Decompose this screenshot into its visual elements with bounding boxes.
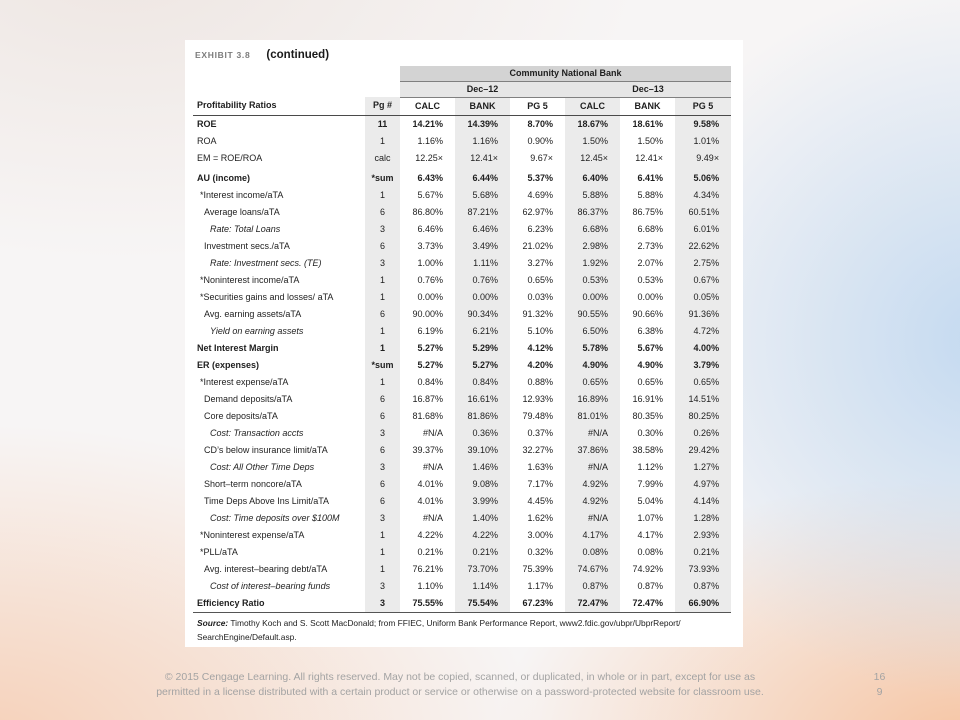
value-cell: 79.48%: [522, 410, 553, 421]
value-cell: 0.76%: [455, 272, 510, 289]
exhibit-card: [185, 40, 743, 647]
value-cell: 5.27%: [455, 357, 510, 374]
column-header-bank: BANK: [620, 97, 675, 115]
value-cell: 73.93%: [675, 561, 731, 578]
table-row: [193, 425, 731, 442]
value-cell: 0.87%: [565, 578, 620, 595]
column-header-bank: BANK: [455, 97, 510, 115]
page-ref: 1: [365, 340, 400, 357]
value-cell: 1.12%: [637, 461, 663, 472]
copyright-notice: [100, 670, 820, 700]
value-cell: 1.46%: [455, 459, 510, 476]
value-cell: 66.90%: [675, 595, 731, 612]
value-cell: 0.53%: [637, 274, 663, 285]
row-label: AU (income): [197, 172, 251, 183]
value-cell: 5.88%: [637, 189, 663, 200]
value-cell: 37.86%: [565, 442, 620, 459]
value-cell: 91.32%: [522, 308, 553, 319]
value-cell: 74.67%: [565, 561, 620, 578]
group-header-bank: Community National Bank: [400, 66, 731, 81]
table-row: [193, 187, 731, 204]
value-cell: 0.65%: [565, 374, 620, 391]
value-cell: 4.90%: [565, 357, 620, 374]
value-cell: 4.92%: [565, 476, 620, 493]
table-row: [193, 115, 731, 133]
value-cell: 4.34%: [675, 187, 731, 204]
value-cell: 7.17%: [527, 478, 553, 489]
row-label: Demand deposits/aTA: [204, 393, 293, 404]
value-cell: 0.30%: [637, 427, 663, 438]
value-cell: 0.88%: [527, 376, 553, 387]
value-cell: 1.63%: [527, 461, 553, 472]
row-label: Yield on earning assets: [210, 325, 304, 336]
value-cell: 0.00%: [637, 291, 663, 302]
value-cell: 39.10%: [455, 442, 510, 459]
row-label: Net Interest Margin: [197, 342, 279, 353]
value-cell: 80.25%: [675, 408, 731, 425]
value-cell: 4.20%: [527, 359, 553, 370]
page-ref: 6: [365, 306, 400, 323]
source-line-1: [197, 616, 681, 630]
value-cell: 1.17%: [527, 580, 553, 591]
value-cell: 0.76%: [417, 274, 443, 285]
value-cell: 1.50%: [565, 133, 620, 150]
table-row: [193, 167, 731, 187]
value-cell: 1.62%: [527, 512, 553, 523]
row-label: ROA: [197, 135, 217, 146]
table-row: [193, 357, 731, 374]
value-cell: 90.55%: [565, 306, 620, 323]
table-row: [193, 133, 731, 150]
value-cell: #N/A: [565, 425, 620, 442]
value-cell: 4.17%: [637, 529, 663, 540]
table-row: [193, 527, 731, 544]
value-cell: 5.27%: [417, 342, 443, 353]
table-row: [193, 221, 731, 238]
page-ref: 6: [365, 408, 400, 425]
value-cell: 4.72%: [675, 323, 731, 340]
row-label: Cost: Transaction accts: [210, 427, 304, 438]
value-cell: 0.00%: [417, 291, 443, 302]
value-cell: 5.78%: [565, 340, 620, 357]
value-cell: 3.49%: [455, 238, 510, 255]
header-row-columns: [193, 97, 731, 115]
row-label: Average loans/aTA: [204, 206, 280, 217]
value-cell: 0.05%: [675, 289, 731, 306]
value-cell: 0.90%: [527, 135, 553, 146]
value-cell: 0.65%: [527, 274, 553, 285]
value-cell: 7.99%: [637, 478, 663, 489]
value-cell: 6.43%: [417, 172, 443, 183]
value-cell: 6.38%: [637, 325, 663, 336]
header-spacer: [193, 66, 400, 81]
value-cell: 1.40%: [455, 510, 510, 527]
table-row: [193, 476, 731, 493]
value-cell: 12.41×: [635, 152, 663, 163]
exhibit-number: EXHIBIT 3.8: [195, 50, 251, 60]
value-cell: 0.65%: [675, 374, 731, 391]
page-ref: calc: [365, 150, 400, 167]
value-cell: 90.00%: [412, 308, 443, 319]
value-cell: 1.14%: [455, 578, 510, 595]
value-cell: 0.36%: [455, 425, 510, 442]
row-label: Core deposits/aTA: [204, 410, 278, 421]
page-ref: 6: [365, 476, 400, 493]
table-row: [193, 510, 731, 527]
table-row: [193, 561, 731, 578]
row-label: ER (expenses): [197, 359, 260, 370]
value-cell: 86.37%: [565, 204, 620, 221]
page-ref: 3: [365, 510, 400, 527]
value-cell: 0.00%: [565, 289, 620, 306]
value-cell: 72.47%: [632, 597, 663, 608]
copyright-line-1: © 2015 Cengage Learning. All rights reserved. May not be copied, scanned, or duplicated, in whole or in part, except for use as: [164, 671, 756, 683]
value-cell: 2.98%: [565, 238, 620, 255]
page-ref: 1: [365, 272, 400, 289]
value-cell: 14.51%: [675, 391, 731, 408]
value-cell: 1.07%: [637, 512, 663, 523]
source-label: Source:: [197, 618, 229, 628]
page-ref: *sum: [365, 167, 400, 187]
value-cell: 3.79%: [675, 357, 731, 374]
value-cell: 6.50%: [565, 323, 620, 340]
row-label: *Securities gains and losses/ aTA: [200, 291, 334, 302]
value-cell: 4.17%: [565, 527, 620, 544]
row-label: Rate: Investment secs. (TE): [210, 257, 322, 268]
value-cell: 5.67%: [417, 189, 443, 200]
row-label: *Interest income/aTA: [200, 189, 284, 200]
value-cell: 0.87%: [675, 578, 731, 595]
value-cell: 62.97%: [522, 206, 553, 217]
value-cell: 1.27%: [675, 459, 731, 476]
table-row: [193, 306, 731, 323]
row-label: Rate: Total Loans: [210, 223, 281, 234]
value-cell: 12.93%: [522, 393, 553, 404]
source-text: Timothy Koch and S. Scott MacDonald; from FFIEC, Uniform Bank Performance Report, www2.fdic.gov/ubpr/UbprReport/: [230, 618, 681, 628]
page-ref: 1: [365, 133, 400, 150]
value-cell: 4.90%: [637, 359, 663, 370]
page-ref: 1: [365, 374, 400, 391]
value-cell: 6.44%: [455, 167, 510, 187]
value-cell: 0.67%: [675, 272, 731, 289]
page-ref: 3: [365, 595, 400, 612]
value-cell: 81.01%: [565, 408, 620, 425]
value-cell: 6.68%: [565, 221, 620, 238]
table-row: [193, 289, 731, 306]
value-cell: #N/A: [422, 427, 443, 438]
page-ref: 6: [365, 204, 400, 221]
value-cell: 22.62%: [675, 238, 731, 255]
value-cell: 0.00%: [455, 289, 510, 306]
value-cell: 2.93%: [675, 527, 731, 544]
value-cell: 0.84%: [417, 376, 443, 387]
row-label: Avg. interest–bearing debt/aTA: [204, 563, 328, 574]
value-cell: 16.91%: [632, 393, 663, 404]
table-row: [193, 459, 731, 476]
value-cell: 86.75%: [632, 206, 663, 217]
page-ref: 3: [365, 425, 400, 442]
page-ref: 6: [365, 442, 400, 459]
row-label: Time Deps Above Ins Limit/aTA: [204, 495, 330, 506]
value-cell: 1.92%: [565, 255, 620, 272]
table-header: [193, 66, 731, 115]
value-cell: 87.21%: [455, 204, 510, 221]
value-cell: 0.26%: [675, 425, 731, 442]
value-cell: 3.00%: [527, 529, 553, 540]
page-ref: 6: [365, 391, 400, 408]
row-label: EM = ROE/ROA: [197, 152, 263, 163]
value-cell: 91.36%: [675, 306, 731, 323]
value-cell: 9.08%: [455, 476, 510, 493]
table-row: [193, 374, 731, 391]
value-cell: 1.50%: [637, 135, 663, 146]
value-cell: 81.86%: [455, 408, 510, 425]
value-cell: 29.42%: [675, 442, 731, 459]
table-row: [193, 442, 731, 459]
value-cell: 6.21%: [455, 323, 510, 340]
page-ref: 3: [365, 255, 400, 272]
table-row: [193, 391, 731, 408]
value-cell: 6.46%: [455, 221, 510, 238]
value-cell: 76.21%: [412, 563, 443, 574]
value-cell: 0.03%: [527, 291, 553, 302]
value-cell: 4.14%: [675, 493, 731, 510]
table-row: [193, 272, 731, 289]
value-cell: 0.08%: [637, 546, 663, 557]
value-cell: 0.87%: [637, 580, 663, 591]
row-label: *Noninterest income/aTA: [200, 274, 300, 285]
row-label: Efficiency Ratio: [197, 597, 265, 608]
value-cell: 1.11%: [455, 255, 510, 272]
header-spacer: [193, 81, 400, 97]
value-cell: 16.87%: [412, 393, 443, 404]
value-cell: 5.06%: [675, 167, 731, 187]
value-cell: 4.22%: [455, 527, 510, 544]
source-line-2: SearchEngine/Default.asp.: [197, 632, 297, 642]
value-cell: 5.04%: [637, 495, 663, 506]
row-label: CD’s below insurance limit/aTA: [204, 444, 328, 455]
value-cell: 0.21%: [417, 546, 443, 557]
value-cell: 1.16%: [417, 135, 443, 146]
row-label: Cost: Time deposits over $100M: [210, 512, 340, 523]
value-cell: 1.00%: [417, 257, 443, 268]
value-cell: 2.73%: [637, 240, 663, 251]
value-cell: 39.37%: [412, 444, 443, 455]
value-cell: 4.92%: [565, 493, 620, 510]
pg-header: Pg #: [365, 97, 400, 115]
table-row: [193, 544, 731, 561]
value-cell: 12.41×: [455, 150, 510, 167]
period-header-dec-13: Dec–13: [565, 81, 731, 97]
column-header-calc: CALC: [400, 97, 455, 115]
row-label: *Noninterest expense/aTA: [200, 529, 305, 540]
value-cell: 5.37%: [527, 172, 553, 183]
value-cell: 4.45%: [527, 495, 553, 506]
value-cell: 75.39%: [522, 563, 553, 574]
value-cell: 67.23%: [522, 597, 553, 608]
row-label: Cost: All Other Time Deps: [210, 461, 315, 472]
value-cell: 90.34%: [455, 306, 510, 323]
value-cell: 0.37%: [527, 427, 553, 438]
value-cell: 1.16%: [455, 133, 510, 150]
value-cell: 0.84%: [455, 374, 510, 391]
value-cell: 2.07%: [637, 257, 663, 268]
value-cell: 14.39%: [455, 115, 510, 133]
value-cell: 4.97%: [675, 476, 731, 493]
page-ref: 11: [365, 115, 400, 133]
value-cell: 12.45×: [565, 150, 620, 167]
value-cell: 32.27%: [522, 444, 553, 455]
value-cell: 5.88%: [565, 187, 620, 204]
value-cell: 1.01%: [675, 133, 731, 150]
value-cell: 73.70%: [455, 561, 510, 578]
value-cell: 80.35%: [632, 410, 663, 421]
value-cell: 90.66%: [632, 308, 663, 319]
page-ref: *sum: [365, 357, 400, 374]
value-cell: 5.10%: [527, 325, 553, 336]
value-cell: 16.61%: [455, 391, 510, 408]
value-cell: 9.58%: [675, 115, 731, 133]
value-cell: 3.27%: [527, 257, 553, 268]
row-label: Avg. earning assets/aTA: [204, 308, 302, 319]
page-ref: 1: [365, 561, 400, 578]
value-cell: 9.67×: [530, 152, 553, 163]
value-cell: 6.40%: [565, 167, 620, 187]
value-cell: 0.53%: [565, 272, 620, 289]
value-cell: 12.25×: [415, 152, 443, 163]
value-cell: 1.10%: [417, 580, 443, 591]
value-cell: 0.65%: [637, 376, 663, 387]
section-header: Profitability Ratios: [193, 97, 365, 115]
value-cell: 75.54%: [455, 595, 510, 612]
column-header-calc: CALC: [565, 97, 620, 115]
value-cell: #N/A: [565, 510, 620, 527]
header-row-bank: [193, 66, 731, 81]
table-body: [193, 115, 731, 612]
exhibit-continued: (continued): [266, 49, 330, 61]
profitability-ratios-table: [193, 66, 731, 612]
value-cell: 5.67%: [637, 342, 663, 353]
row-label: Investment secs./aTA: [204, 240, 290, 251]
table-row: [193, 238, 731, 255]
copyright-line-2: permitted in a license distributed with a certain product or service or otherwise on a password-protected website for classroom use.: [156, 686, 764, 698]
page-ref: 1: [365, 527, 400, 544]
value-cell: 18.61%: [632, 118, 663, 129]
source-note: [197, 616, 681, 644]
value-cell: 86.80%: [412, 206, 443, 217]
column-header-pg5: PG 5: [675, 97, 731, 115]
row-label: *Interest expense/aTA: [200, 376, 289, 387]
value-cell: 60.51%: [675, 204, 731, 221]
table-row: [193, 255, 731, 272]
table-row: [193, 595, 731, 612]
slide-number: 169: [873, 671, 886, 698]
value-cell: 6.23%: [527, 223, 553, 234]
value-cell: #N/A: [565, 459, 620, 476]
table-row: [193, 578, 731, 595]
table-row: [193, 323, 731, 340]
value-cell: 16.89%: [565, 391, 620, 408]
value-cell: 6.46%: [417, 223, 443, 234]
value-cell: 0.32%: [527, 546, 553, 557]
page-ref: 3: [365, 221, 400, 238]
value-cell: 4.69%: [527, 189, 553, 200]
value-cell: 8.70%: [527, 118, 553, 129]
table-bottom-rule: [193, 612, 731, 613]
row-label: ROE: [197, 118, 217, 129]
table-row: [193, 204, 731, 221]
value-cell: 9.49×: [675, 150, 731, 167]
value-cell: 75.55%: [412, 597, 443, 608]
page-ref: 1: [365, 289, 400, 306]
value-cell: 0.08%: [565, 544, 620, 561]
value-cell: 6.68%: [637, 223, 663, 234]
page-ref: 1: [365, 544, 400, 561]
row-label: Short–term noncore/aTA: [204, 478, 302, 489]
value-cell: 6.19%: [417, 325, 443, 336]
value-cell: 5.68%: [455, 187, 510, 204]
value-cell: 4.22%: [417, 529, 443, 540]
period-header-dec-12: Dec–12: [400, 81, 565, 97]
value-cell: 3.73%: [417, 240, 443, 251]
exhibit-title: [195, 46, 329, 62]
page-ref: 1: [365, 187, 400, 204]
table-row: [193, 340, 731, 357]
value-cell: 18.67%: [565, 115, 620, 133]
value-cell: 72.47%: [565, 595, 620, 612]
value-cell: 4.12%: [527, 342, 553, 353]
value-cell: #N/A: [422, 461, 443, 472]
page-ref: 6: [365, 493, 400, 510]
page-ref: 1: [365, 323, 400, 340]
value-cell: 5.29%: [455, 340, 510, 357]
row-label: Cost of interest–bearing funds: [210, 580, 331, 591]
value-cell: 2.75%: [675, 255, 731, 272]
value-cell: 4.00%: [675, 340, 731, 357]
table-row: [193, 150, 731, 167]
value-cell: #N/A: [422, 512, 443, 523]
value-cell: 5.27%: [417, 359, 443, 370]
page-ref: 3: [365, 459, 400, 476]
value-cell: 0.21%: [675, 544, 731, 561]
page-ref: 3: [365, 578, 400, 595]
value-cell: 3.99%: [455, 493, 510, 510]
value-cell: 81.68%: [412, 410, 443, 421]
value-cell: 21.02%: [522, 240, 553, 251]
row-label: *PLL/aTA: [200, 546, 238, 557]
value-cell: 38.58%: [632, 444, 663, 455]
value-cell: 6.01%: [675, 221, 731, 238]
value-cell: 1.28%: [675, 510, 731, 527]
column-header-pg5: PG 5: [510, 97, 565, 115]
value-cell: 4.01%: [417, 478, 443, 489]
value-cell: 14.21%: [412, 118, 443, 129]
value-cell: 6.41%: [637, 172, 663, 183]
value-cell: 74.92%: [632, 563, 663, 574]
page-ref: 6: [365, 238, 400, 255]
value-cell: 0.21%: [455, 544, 510, 561]
value-cell: 4.01%: [417, 495, 443, 506]
table-row: [193, 493, 731, 510]
header-row-periods: [193, 81, 731, 97]
table-row: [193, 408, 731, 425]
